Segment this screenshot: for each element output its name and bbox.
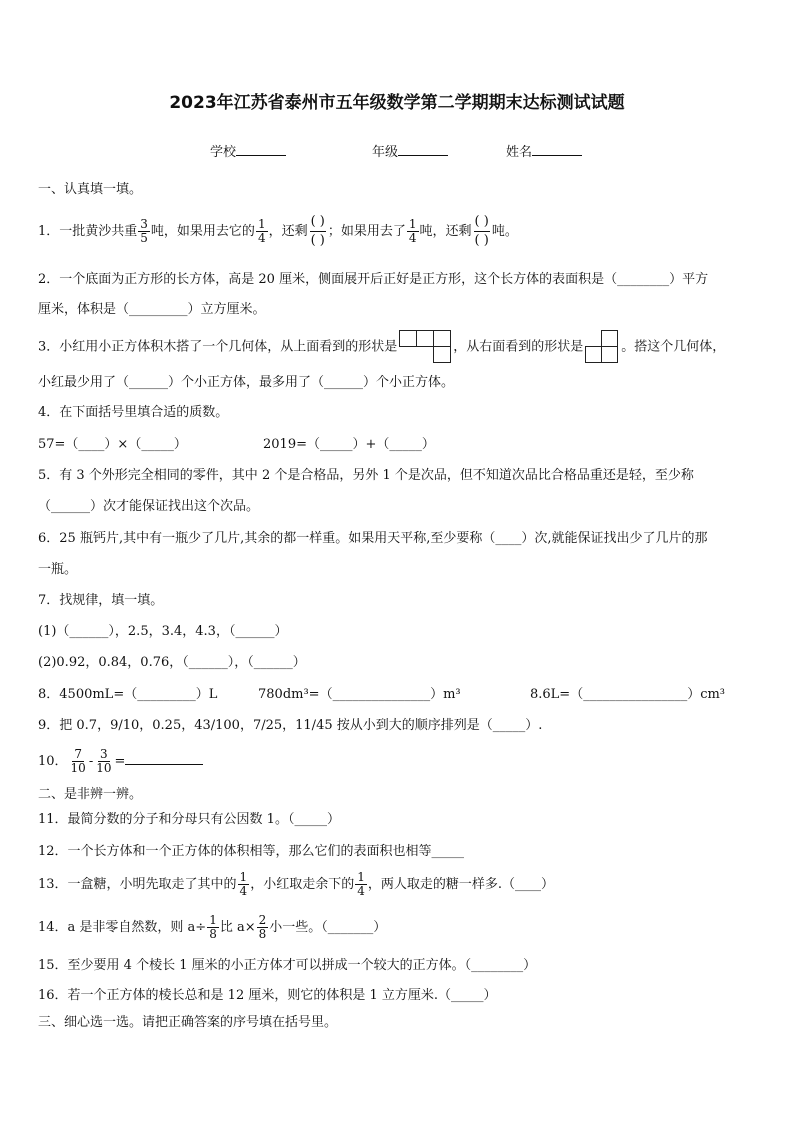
paren-den: ( ) [474,233,489,248]
question-8-part-a: 8．4500mL=（_________）L [38,687,218,702]
q1-text-f: 吨。 [491,224,518,239]
frac-den: 4 [357,884,365,898]
frac-num: 1 [239,870,248,884]
q14-text-c: 小一些。（_______） [269,920,387,935]
question-4-blank-b: 2019=（_____）+（_____） [263,437,435,452]
question-7-part-1: (1)（______），2.5，3.4，4.3，（______） [38,624,288,639]
q13-text-b: ，小红取走余下的 [250,877,355,892]
question-14 [38,909,386,947]
q1-text-e: 吨，还剩 [419,224,472,239]
frac-den: 8 [258,927,267,941]
fraction-3-10 [94,748,113,775]
fraction-1-4 [238,871,250,898]
section-3-heading: 三、细心选一选。请把正确答案的序号填在括号里。 [38,1015,338,1030]
fraction-1-8 [207,914,219,941]
frac-den: 5 [140,231,148,245]
equals-sign: = [114,754,126,769]
q13-text-c: ，两人取走的糖一样多.（____） [367,877,554,892]
question-6-line-1: 6．25 瓶钙片,其中有一瓶少了几片,其余的都一样重。如果用天平称,至少要称（____）次,就能保证找出少了几片的那 [38,531,708,546]
question-7-part-2: (2)0.92，0.84，0.76，（______），（______） [38,655,306,670]
grade-label: 年级 [372,145,399,160]
school-label: 学校 [210,145,237,160]
right-view-shape-icon [585,330,619,364]
question-5-line-1: 5．有 3 个外形完全相同的零件，其中 2 个是合格品，另外 1 个是次品，但不知道次品比合格品重还是轻，至少称 [38,468,694,483]
name-blank[interactable] [532,143,582,156]
q10-answer-blank[interactable] [125,752,203,765]
question-10 [38,743,203,781]
frac-den: 8 [209,927,217,941]
section-1-heading: 一、认真填一填。 [38,182,143,197]
paren-num: ( ) [310,213,326,232]
frac-num: 1 [408,217,417,231]
q3-text-a: 3．小红用小正方体积木搭了一个几何体，从上面看到的形状是 [38,339,398,355]
q14-text-b: 比 a× [219,920,256,935]
name-field [506,141,582,160]
school-field [210,141,286,160]
q14-text-a: 14．a 是非零自然数，则 a÷ [38,920,207,935]
q1-text-d: ；如果用去了 [327,224,406,239]
page-title: 2023年江苏省泰州市五年级数学第二学期期末达标测试试题 [169,93,625,113]
q3-text-c: 。搭这个几何体， [621,339,726,355]
question-3-line-2: 小红最少用了（______）个小正方体，最多用了（______）个小正方体。 [38,375,455,390]
top-view-shape-icon [399,330,451,364]
question-4-blank-a: 57=（____）×（_____） [38,437,187,452]
frac-num: 1 [257,217,266,231]
paren-num: ( ) [474,213,490,232]
question-15: 15．至少要用 4 个棱长 1 厘米的小正方体才可以拼成一个较大的正方体。（________） [38,958,537,973]
minus-sign: - [88,754,94,769]
q1-text-a: 1．一批黄沙共重 [38,224,138,239]
answer-fraction-blank-1[interactable] [310,213,326,250]
section-2-heading: 二、是非辨一辨。 [38,787,143,802]
frac-den: 4 [408,231,417,245]
q10-label: 10． [38,754,68,769]
frac-num: 1 [357,870,365,884]
question-11: 11．最简分数的分子和分母只有公因数 1。（_____） [38,812,340,827]
question-5-line-2: （______）次才能保证找出这个次品。 [38,499,260,514]
question-2-line-2: 厘米，体积是（_________）立方厘米。 [38,302,266,317]
question-6-line-2: 一瓶。 [38,562,78,577]
frac-num: 7 [74,747,82,761]
grade-field [372,141,448,160]
q1-text-b: 吨，如果用去它的 [150,224,255,239]
frac-num: 1 [209,913,217,927]
q3-text-b: ，从右面看到的形状是 [453,339,584,355]
question-8-part-c: 8.6L=（________________）cm³ [530,687,726,702]
q13-text-a: 13．一盒糖，小明先取走了其中的 [38,877,237,892]
question-3-line-1 [38,330,725,365]
fraction-1-4 [407,218,419,245]
grade-blank[interactable] [398,143,448,156]
fraction-2-8 [257,914,269,941]
question-1 [38,213,518,251]
fraction-1-4 [355,871,367,898]
question-13 [38,866,554,904]
fraction-7-10 [69,748,88,775]
frac-den: 4 [257,231,266,245]
question-8-part-b: 780dm³=（_______________）m³ [258,687,461,702]
question-2-line-1: 2．一个底面为正方形的长方体，高是 20 厘米，侧面展开后正好是正方形，这个长方体的表面积是（________）平方 [38,272,709,287]
frac-den: 10 [70,761,86,775]
answer-fraction-blank-2[interactable] [474,213,490,250]
frac-den: 4 [239,884,248,898]
frac-num: 3 [140,217,148,231]
paren-den: ( ) [310,233,325,248]
school-blank[interactable] [236,143,286,156]
frac-den: 10 [96,761,112,775]
frac-num: 2 [258,913,267,927]
question-16: 16．若一个正方体的棱长总和是 12 厘米，则它的体积是 1 立方厘米.（_____） [38,988,497,1003]
fraction-1-4 [256,218,268,245]
q1-text-c: ，还剩 [268,224,308,239]
frac-num: 3 [100,747,108,761]
fraction-3-5 [138,218,150,245]
question-9: 9．把 0.7，9/10，0.25，43/100，7/25，11/45 按从小到大的顺序排列是（_____）. [38,718,543,733]
question-7-heading: 7．找规律，填一填。 [38,593,164,608]
name-label: 姓名 [506,145,533,160]
question-4-line-1: 4．在下面括号里填合适的质数。 [38,405,229,420]
question-12: 12．一个长方体和一个正方体的体积相等，那么它们的表面积也相等_____ [38,844,465,859]
